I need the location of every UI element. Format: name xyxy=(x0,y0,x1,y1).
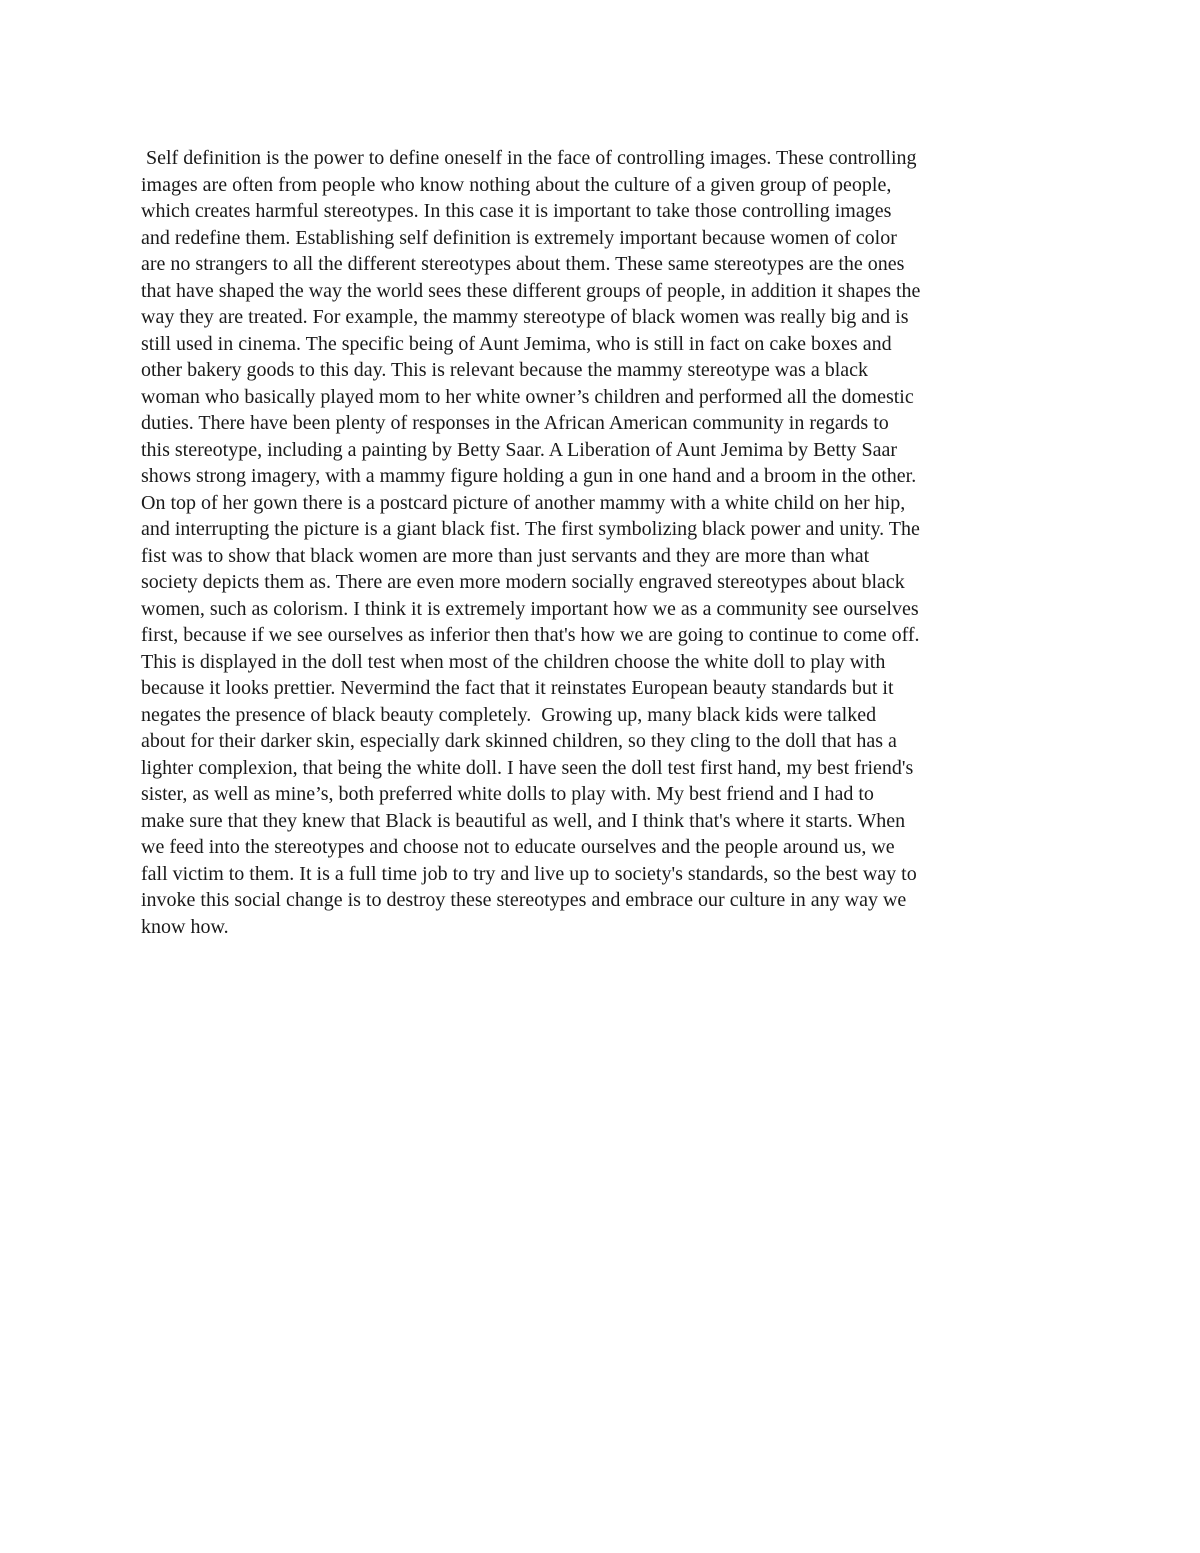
text-line: way they are treated. For example, the mammy stereotype of black women was really big and is xyxy=(141,306,909,328)
text-line: duties. There have been plenty of responses in the African American community in regards to xyxy=(141,412,889,434)
text-line: women, such as colorism. I think it is extremely important how we as a community see ourselves xyxy=(141,597,919,620)
text-line: invoke this social change is to destroy these stereotypes and embrace our culture in any way we xyxy=(141,889,907,911)
text-line: that have shaped the way the world sees these different groups of people, in addition it shapes the xyxy=(141,279,921,302)
text-line: other bakery goods to this day. This is relevant because the mammy stereotype was a black xyxy=(141,359,869,381)
text-line: because it looks prettier. Nevermind the fact that it reinstates European beauty standards but it xyxy=(141,677,894,699)
text-line: fall victim to them. It is a full time job to try and live up to society's standards, so the best way to xyxy=(141,862,917,885)
text-line: sister, as well as mine’s, both preferred white dolls to play with. My best friend and I had to xyxy=(141,783,874,805)
text-line: and redefine them. Establishing self definition is extremely important because women of color xyxy=(141,226,897,249)
essay-paragraph xyxy=(141,145,1071,940)
text-line: shows strong imagery, with a mammy figure holding a gun in one hand and a broom in the other. xyxy=(141,465,917,487)
text-line: which creates harmful stereotypes. In this case it is important to take those controlling images xyxy=(141,200,892,222)
text-line: make sure that they knew that Black is beautiful as well, and I think that's where it starts. When xyxy=(141,809,906,832)
text-line: this stereotype, including a painting by Betty Saar. A Liberation of Aunt Jemima by Betty Saar xyxy=(141,438,897,461)
text-line: lighter complexion, that being the white doll. I have seen the doll test first hand, my best friend's xyxy=(141,756,914,779)
text-line: This is displayed in the doll test when most of the children choose the white doll to play with xyxy=(141,650,886,673)
text-line: about for their darker skin, especially dark skinned children, so they cling to the doll that has a xyxy=(141,730,897,752)
text-line: still used in cinema. The specific being of Aunt Jemima, who is still in fact on cake boxes and xyxy=(141,332,892,355)
text-line: Self definition is the power to define oneself in the face of controlling images. These controlling xyxy=(141,147,917,169)
text-line: On top of her gown there is a postcard picture of another mammy with a white child on her hip, xyxy=(141,491,906,514)
text-line: are no strangers to all the different stereotypes about them. These same stereotypes are the ones xyxy=(141,253,905,275)
text-line: first, because if we see ourselves as inferior then that's how we are going to continue to come off. xyxy=(141,624,920,646)
text-line: images are often from people who know nothing about the culture of a given group of people, xyxy=(141,173,892,196)
text-line: know how. xyxy=(141,915,229,938)
text-line: society depicts them as. There are even more modern socially engraved stereotypes about black xyxy=(141,571,905,593)
text-line: and interrupting the picture is a giant black fist. The first symbolizing black power and unity. The xyxy=(141,518,920,540)
text-line: negates the presence of black beauty completely. Growing up, many black kids were talked xyxy=(141,703,877,726)
text-line: fist was to show that black women are more than just servants and they are more than what xyxy=(141,544,870,567)
text-line: we feed into the stereotypes and choose not to educate ourselves and the people around us, we xyxy=(141,836,895,858)
text-line: woman who basically played mom to her white owner’s children and performed all the domestic xyxy=(141,385,914,408)
